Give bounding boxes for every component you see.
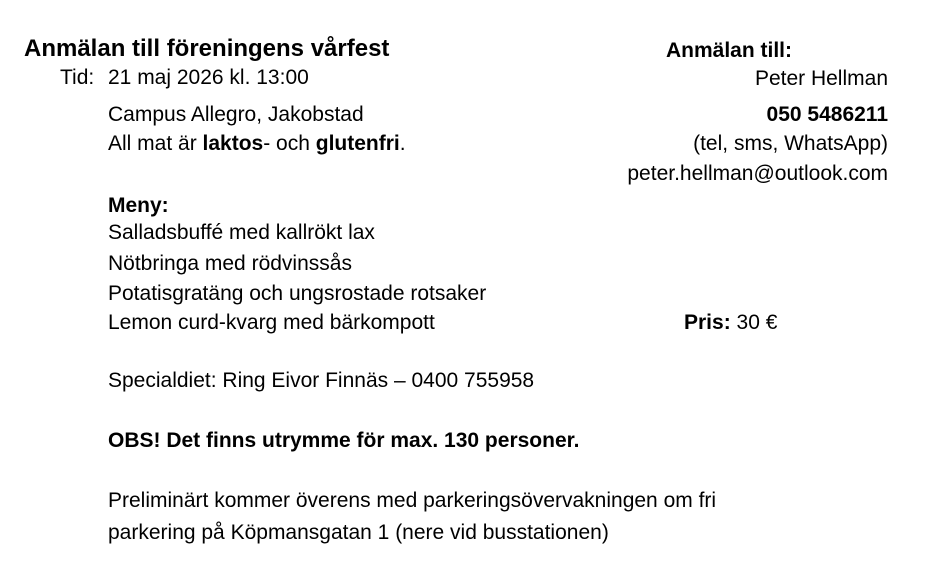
food-note-suffix: . — [399, 132, 406, 155]
menu-item: Potatisgratäng och ungsrostade rotsaker — [108, 282, 487, 305]
parking-line-1: Preliminärt kommer överens med parkeringsövervakningen om fri — [108, 489, 717, 512]
time-label: Tid: — [60, 66, 95, 89]
food-note-prefix: All mat är — [108, 132, 203, 155]
parking-line-2: parkering på Köpmansgatan 1 (nere vid busstationen) — [108, 521, 609, 544]
food-note-mid: - och — [263, 132, 316, 155]
registration-heading: Anmälan till: — [666, 39, 793, 62]
menu-item: Salladsbuffé med kallrökt lax — [108, 221, 375, 244]
capacity-notice: OBS! Det finns utrymme för max. 130 personer. — [108, 429, 580, 452]
price-label: Pris: — [684, 311, 731, 334]
menu-item: Nötbringa med rödvinssås — [108, 252, 352, 275]
time-value: 21 maj 2026 kl. 13:00 — [108, 66, 309, 89]
food-note-lactose: laktos — [202, 132, 264, 155]
registration-name: Peter Hellman — [754, 67, 888, 90]
special-diet: Specialdiet: Ring Eivor Finnäs – 0400 755958 — [108, 369, 535, 392]
food-note — [108, 132, 406, 156]
menu-item: Lemon curd-kvarg med bärkompott — [108, 311, 435, 334]
price-value: 30 € — [736, 311, 778, 334]
food-note-gluten: glutenfri — [315, 132, 400, 155]
menu-heading: Meny: — [108, 194, 169, 217]
registration-phone: 050 5486211 — [766, 103, 888, 126]
registration-phone-note: (tel, sms, WhatsApp) — [693, 132, 888, 155]
page-title: Anmälan till föreningens vårfest — [24, 35, 390, 62]
location-text: Campus Allegro, Jakobstad — [108, 103, 364, 126]
registration-email: peter.hellman@outlook.com — [627, 162, 888, 185]
price — [684, 311, 777, 335]
